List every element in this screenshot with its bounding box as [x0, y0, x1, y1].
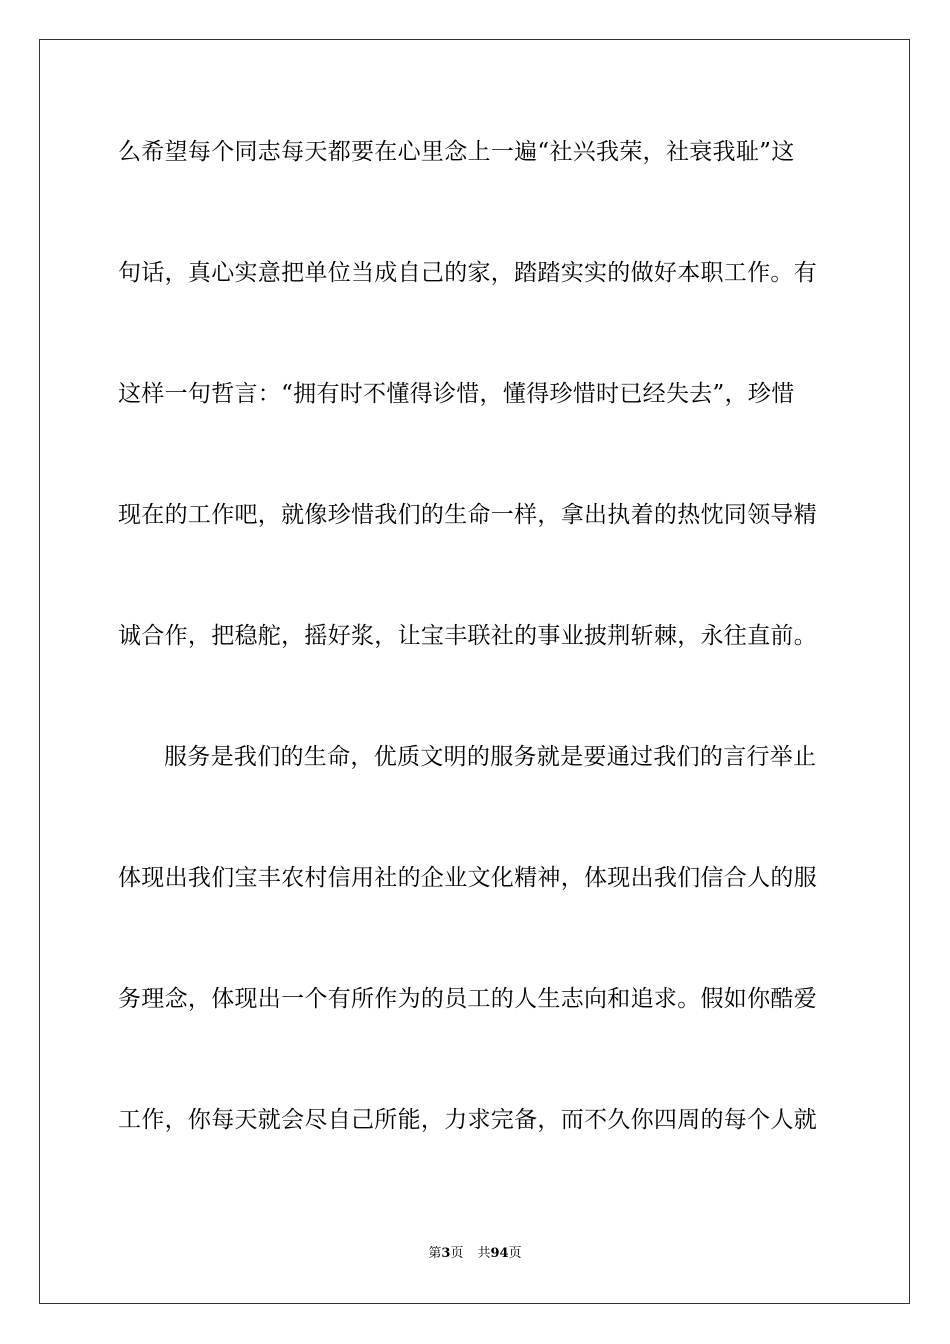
- total-pages: 94: [490, 1246, 509, 1261]
- page-number: 3: [441, 1246, 451, 1261]
- page-footer: [0, 1245, 950, 1263]
- body-line-4: 现在的工作吧，就像珍惜我们的生命一样，拿出执着的热忱同领导精: [118, 502, 817, 528]
- body-line-2: 句话，真心实意把单位当成自己的家，踏踏实实的做好本职工作。有: [118, 260, 817, 286]
- body-line-9: 工作，你每天就会尽自己所能，力求完备，而不久你四周的每个人就: [118, 1107, 817, 1133]
- page-label-prefix: 第: [428, 1246, 442, 1261]
- body-line-5: 诚合作，把稳舵，摇好浆，让宝丰联社的事业披荆斩棘，永往直前。: [118, 623, 817, 649]
- total-label-prefix: 共: [477, 1246, 491, 1261]
- page-label-suffix: 页: [450, 1246, 464, 1261]
- body-line-7: 体现出我们宝丰农村信用社的企业文化精神，体现出我们信合人的服: [118, 865, 817, 891]
- total-label-suffix: 页: [508, 1246, 522, 1261]
- body-line-8: 务理念，体现出一个有所作为的员工的人生志向和追求。假如你酷爱: [118, 986, 817, 1012]
- body-line-3: 这样一句哲言：“拥有时不懂得诊惜，懂得珍惜时已经失去”，珍惜: [118, 381, 795, 407]
- body-line-6: 服务是我们的生命，优质文明的服务就是要通过我们的言行举止: [164, 744, 817, 770]
- body-line-1: 么希望每个同志每天都要在心里念上一遍“社兴我荣，社衰我耻”这: [118, 139, 795, 165]
